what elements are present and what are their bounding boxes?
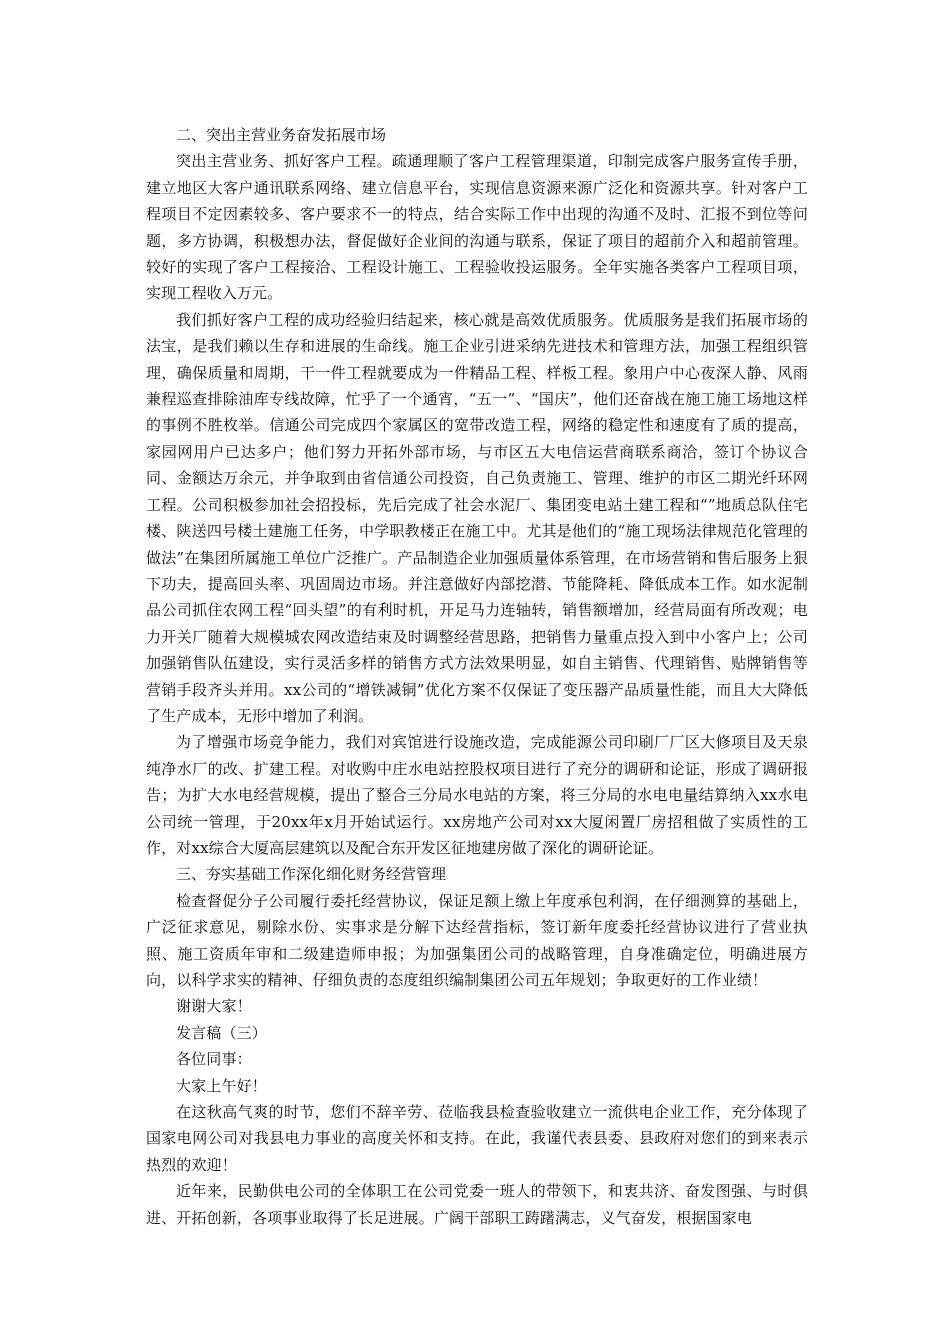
- paragraph-welcome: 在这秋高气爽的时节，您们不辞辛劳、莅临我县检查验收建立一流供电企业工作，充分体现了国家电网公司对我县电力事业的高度关怀和支持。在此，我谨代表县委、县政府对您们的到来表示热烈的欢迎！: [146, 1103, 808, 1174]
- document-page: [146, 122, 808, 1231]
- paragraph-recent-years: 近年来，民勤供电公司的全体职工在公司党委一班人的带领下，和衷共济、奋发图强、与时俱进、开拓创新，各项事业取得了长足进展。广阔干部职工踌躇满志，义气奋发，根据国家电: [146, 1182, 808, 1227]
- paragraph-customer-projects: 突出主营业务、抓好客户工程。疏通理顺了客户工程管理渠道，印制完成客户服务宣传手册，建立地区大客户通讯联系网络、建立信息平台，实现信息资源来源广泛化和资源共享。针对客户工程项目不定因素较多、客户要求不一的特点，结合实际工作中出现的沟通不及时、汇报不到位等问题，多方协调，积极想办法，督促做好企业间的沟通与联系，保证了项目的超前介入和超前管理。较好的实现了客户工程接洽、工程设计施工、工程验收投运服务。全年实施各类客户工程项目项，实现工程收入万元。: [146, 152, 808, 303]
- paragraph-financial-management: 检查督促分子公司履行委托经营协议，保证足额上缴上年度承包利润，在仔细测算的基础上，广泛征求意见，剔除水份、实事求是分解下达经营指标，签订新年度委托经营协议进行了营业执照、施工资质年审和二级建造师申报；为加强集团公司的战略管理，自身准确定位，明确进展方向，以科学求实的精神、仔细负责的态度组织编制集团公司五年规划；争取更好的工作业绩！: [146, 891, 808, 989]
- paragraph-market-competition: 为了增强市场竞争能力，我们对宾馆进行设施改造，完成能源公司印刷厂厂区大修项目及天泉纯净水厂的改、扩建工程。对收购中庄水电站控股权项目进行了充分的调研和论证，形成了调研报告；为扩大水电经营规模，提出了整合三分局水电站的方案，将三分局的水电电量结算纳入xx水电公司统一管理，于20xx年x月开始试运行。xx房地产公司对xx大厦闲置厂房招租做了实质性的工作，对xx综合大厦高层建筑以及配合东开发区征地建房做了深化的调研论证。: [146, 733, 808, 857]
- closing-thanks: 谢谢大家！: [176, 997, 252, 1016]
- greeting: 大家上午好！: [176, 1076, 267, 1095]
- speech-title: 发言稿（三）: [176, 1023, 267, 1042]
- section-heading-2: 二、突出主营业务奋发拓展市场: [176, 126, 387, 144]
- salutation: 各位同事：: [176, 1050, 252, 1069]
- paragraph-quality-service: 我们抓好客户工程的成功经验归结起来，核心就是高效优质服务。优质服务是我们拓展市场的法宝，是我们赖以生存和进展的生命线。施工企业引进采纳先进技术和管理方法，加强工程组织管理，确保质量和周期，干一件工程就要成为一件精品工程、样板工程。象用户中心夜深人静、风雨兼程巡查排除油库专线故障，忙乎了一个通宵，“五一”、“国庆”，他们还奋战在施工施工场地这样的事例不胜枚举。信通公司完成四个家属区的宽带改造工程，网络的稳定性和速度有了质的提高，家园网用户已达多户；他们努力开拓外部市场，与市区五大电信运营商联系商洽，签订个协议合同、金额达万余元，并争取到由省信通公司投资，自己负责施工、管理、维护的市区二期光纤环网工程。公司积极参加社会招投标，先后完成了社会水泥厂、集团变电站土建工程和“”地质总队住宅楼、陕送四号楼土建施工任务，中学职教楼正在施工中。尤其是他们的“施工现场法律规范化管理的做法”在集团所属施工单位广泛推广。产品制造企业加强质量体系管理，在市场营销和售后服务上狠下功夫，提高回头率、巩固周边市场。并注意做好内部挖潜、节能降耗、降低成本工作。如水泥制品公司抓住农网工程“回头望”的有利时机，开足马力连轴转，销售额增加，经营局面有所改观；电力开关厂随着大规模城农网改造结束及时调整经营思路，把销售力量重点投入到中小客户上；公司加强销售队伍建设，实行灵活多样的销售方式方法效果明显，如自主销售、代理销售、贴牌销售等营销手段齐头并用。xx公司的“增铁减铜”优化方案不仅保证了变压器产品质量性能，而且大大降低了生产成本，无形中增加了利润。: [146, 310, 808, 725]
- section-heading-3: 三、夯实基础工作深化细化财务经营管理: [176, 865, 447, 884]
